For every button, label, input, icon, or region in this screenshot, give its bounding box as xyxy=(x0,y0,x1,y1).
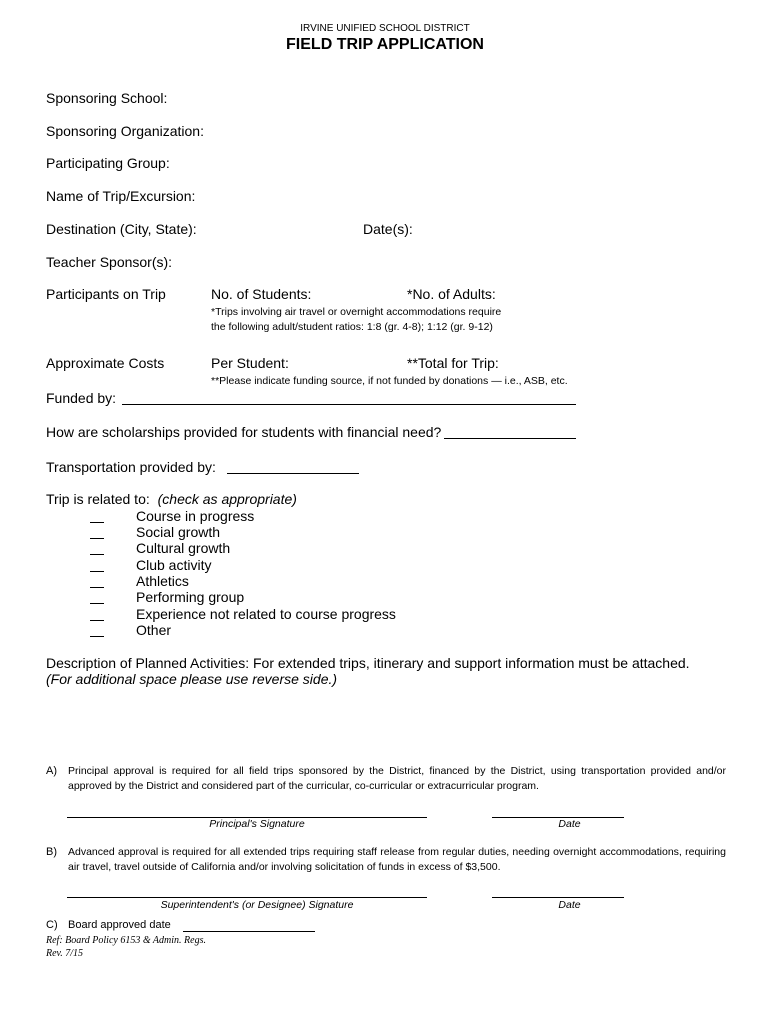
checkbox-athletics[interactable] xyxy=(90,587,104,588)
description-note: (For additional space please use reverse side.) xyxy=(46,671,338,687)
trip-related-heading xyxy=(46,491,297,507)
superintendent-date-line[interactable] xyxy=(492,897,624,898)
ratio-note-line-1: *Trips involving air travel or overnight accommodations require xyxy=(211,306,502,318)
option-other: Other xyxy=(136,622,172,638)
teacher-sponsors-label: Teacher Sponsor(s): xyxy=(46,254,173,270)
dates-label: Date(s): xyxy=(363,221,413,237)
num-students-label: No. of Students: xyxy=(211,286,312,302)
per-student-label: Per Student: xyxy=(211,355,289,371)
sponsoring-organization-label: Sponsoring Organization: xyxy=(46,123,204,139)
board-approved-date-line[interactable] xyxy=(183,931,315,932)
scholarships-line[interactable] xyxy=(444,438,576,439)
superintendent-signature-label: Superintendent's (or Designee) Signature xyxy=(160,899,354,911)
option-social-growth: Social growth xyxy=(136,524,221,540)
description-label: Description of Planned Activities: For extended trips, itinerary and support information must be attached. xyxy=(46,655,690,671)
total-trip-label: **Total for Trip: xyxy=(407,355,499,371)
trip-name-label: Name of Trip/Excursion: xyxy=(46,188,196,204)
option-experience-not-related: Experience not related to course progress xyxy=(136,606,396,622)
approx-costs-label: Approximate Costs xyxy=(46,355,165,371)
form-title: FIELD TRIP APPLICATION xyxy=(286,36,484,53)
option-club-activity: Club activity xyxy=(136,557,212,573)
district-name: IRVINE UNIFIED SCHOOL DISTRICT xyxy=(300,23,470,34)
checkbox-club-activity[interactable] xyxy=(90,571,104,572)
sponsoring-school-label: Sponsoring School: xyxy=(46,90,168,106)
checkbox-experience-not-related[interactable] xyxy=(90,620,104,621)
checkbox-other[interactable] xyxy=(90,636,104,637)
funded-by-label: Funded by: xyxy=(46,390,117,406)
checkbox-social-growth[interactable] xyxy=(90,538,104,539)
num-adults-label: *No. of Adults: xyxy=(407,286,496,302)
scholarships-label: How are scholarships provided for students with financial need? xyxy=(46,424,442,440)
funding-note: **Please indicate funding source, if not funded by donations — i.e., ASB, etc. xyxy=(211,375,568,387)
approval-a-letter: A) xyxy=(46,765,57,777)
trip-related-label: Trip is related to: xyxy=(46,491,150,507)
approval-c-letter: C) xyxy=(46,919,58,931)
approval-b-text: Advanced approval is required for all extended trips requiring staff release from regular duties, needing overnight accommodations, requiring air travel, travel outside of California and/or involving solicitation of funds in excess of $3,500. xyxy=(68,846,726,873)
superintendent-date-label: Date xyxy=(558,899,581,911)
revision-note: Rev. 7/15 xyxy=(46,948,84,959)
transportation-label: Transportation provided by: xyxy=(46,459,216,475)
option-athletics: Athletics xyxy=(136,573,189,589)
principal-date-label: Date xyxy=(558,818,581,830)
option-cultural-growth: Cultural growth xyxy=(136,540,231,556)
principal-signature-label: Principal's Signature xyxy=(209,818,305,830)
approval-b-letter: B) xyxy=(46,846,57,858)
trip-related-hint: (check as appropriate) xyxy=(157,491,297,507)
superintendent-signature-line[interactable] xyxy=(67,897,427,898)
checkbox-cultural-growth[interactable] xyxy=(90,554,104,555)
option-performing-group: Performing group xyxy=(136,589,245,605)
checkbox-course-in-progress[interactable] xyxy=(90,522,104,523)
reference-note: Ref: Board Policy 6153 & Admin. Regs. xyxy=(46,935,206,946)
option-course-in-progress: Course in progress xyxy=(136,508,255,524)
funded-by-line[interactable] xyxy=(122,404,576,405)
board-approved-label: Board approved date xyxy=(68,919,171,931)
ratio-note-line-2: the following adult/student ratios: 1:8 (gr. 4-8); 1:12 (gr. 9-12) xyxy=(211,321,493,333)
participating-group-label: Participating Group: xyxy=(46,155,170,171)
participants-label: Participants on Trip xyxy=(46,286,166,302)
transportation-line[interactable] xyxy=(227,473,359,474)
destination-label: Destination (City, State): xyxy=(46,221,197,237)
approval-a-text: Principal approval is required for all field trips sponsored by the District, financed by the District, using transportation provided and/or approved by the District and considered part of the curricular, co-curricular or extracurricular program. xyxy=(68,765,726,792)
checkbox-performing-group[interactable] xyxy=(90,603,104,604)
